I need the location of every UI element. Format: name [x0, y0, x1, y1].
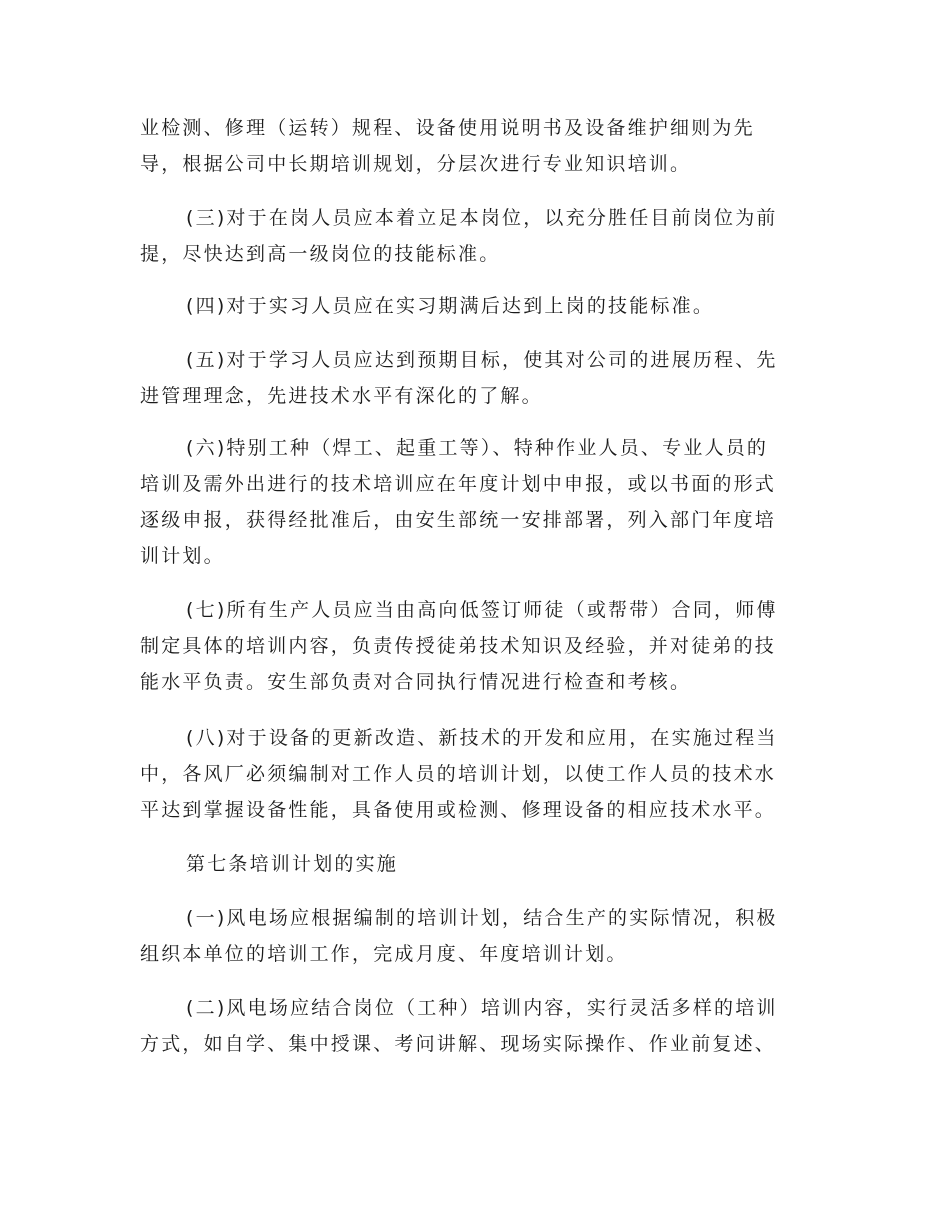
- paragraph-item-3: [140, 200, 810, 272]
- paragraph-line: 训计划。: [140, 545, 225, 567]
- paragraph-line: (四)对于实习人员应在实习期满后达到上岗的技能标准。: [186, 295, 715, 317]
- paragraph-line: (八)对于设备的更新改造、新技术的开发和应用，在实施过程当: [186, 727, 778, 749]
- paragraph-line: 导，根据公司中长期培训规划，分层次进行专业知识培训。: [140, 153, 692, 175]
- paragraph-line: 制定具体的培训内容，负责传授徒弟技术知识及经验，并对徒弟的技: [140, 635, 777, 657]
- paragraph-line: (五)对于学习人员应达到预期目标，使其对公司的进展历程、先: [186, 349, 778, 371]
- paragraph-item-6: [140, 430, 810, 574]
- paragraph-line: 提，尽快达到高一级岗位的技能标准。: [140, 243, 501, 265]
- paragraph-item-7: [140, 592, 810, 700]
- paragraph-line: (三)对于在岗人员应本着立足本岗位，以充分胜任目前岗位为前: [186, 207, 778, 229]
- paragraph-line: 组织本单位的培训工作，完成月度、年度培训计划。: [140, 943, 628, 965]
- section-heading: 第七条培训计划的实施: [186, 853, 399, 875]
- paragraph-item-4: [140, 288, 810, 324]
- paragraph-line: (一)风电场应根据编制的培训计划，结合生产的实际情况，积极: [186, 907, 778, 929]
- paragraph-line: 方式，如自学、集中授课、考问讲解、现场实际操作、作业前复述、: [140, 1033, 777, 1055]
- paragraph-line: 培训及需外出进行的技术培训应在年度计划中申报，或以书面的形式: [140, 473, 777, 495]
- paragraph-line: 进管理理念，先进技术水平有深化的了解。: [140, 385, 543, 407]
- section-heading-article-7: [140, 846, 810, 882]
- paragraph-line: 中，各风厂必须编制对工作人员的培训计划，以使工作人员的技术水: [140, 763, 777, 785]
- paragraph-line: 业检测、修理（运转）规程、设备使用说明书及设备维护细则为先: [140, 117, 755, 139]
- paragraph-line: (六)特别工种（焊工、起重工等）、特种作业人员、专业人员的: [186, 437, 769, 459]
- paragraph-line: 逐级申报，获得经批准后，由安生部统一安排部署，列入部门年度培: [140, 509, 777, 531]
- paragraph-item-5: [140, 342, 810, 414]
- paragraph-line: 能水平负责。安生部负责对合同执行情况进行检查和考核。: [140, 671, 692, 693]
- paragraph-item-8: [140, 720, 810, 828]
- paragraph-continuation: [140, 110, 810, 182]
- paragraph-line: (二)风电场应结合岗位（工种）培训内容，实行灵活多样的培训: [186, 997, 778, 1019]
- paragraph-line: 平达到掌握设备性能，具备使用或检测、修理设备的相应技术水平。: [140, 799, 777, 821]
- paragraph-item-1: [140, 900, 810, 972]
- paragraph-item-2: [140, 990, 810, 1062]
- paragraph-line: (七)所有生产人员应当由高向低签订师徒（或帮带）合同，师傅: [186, 599, 778, 621]
